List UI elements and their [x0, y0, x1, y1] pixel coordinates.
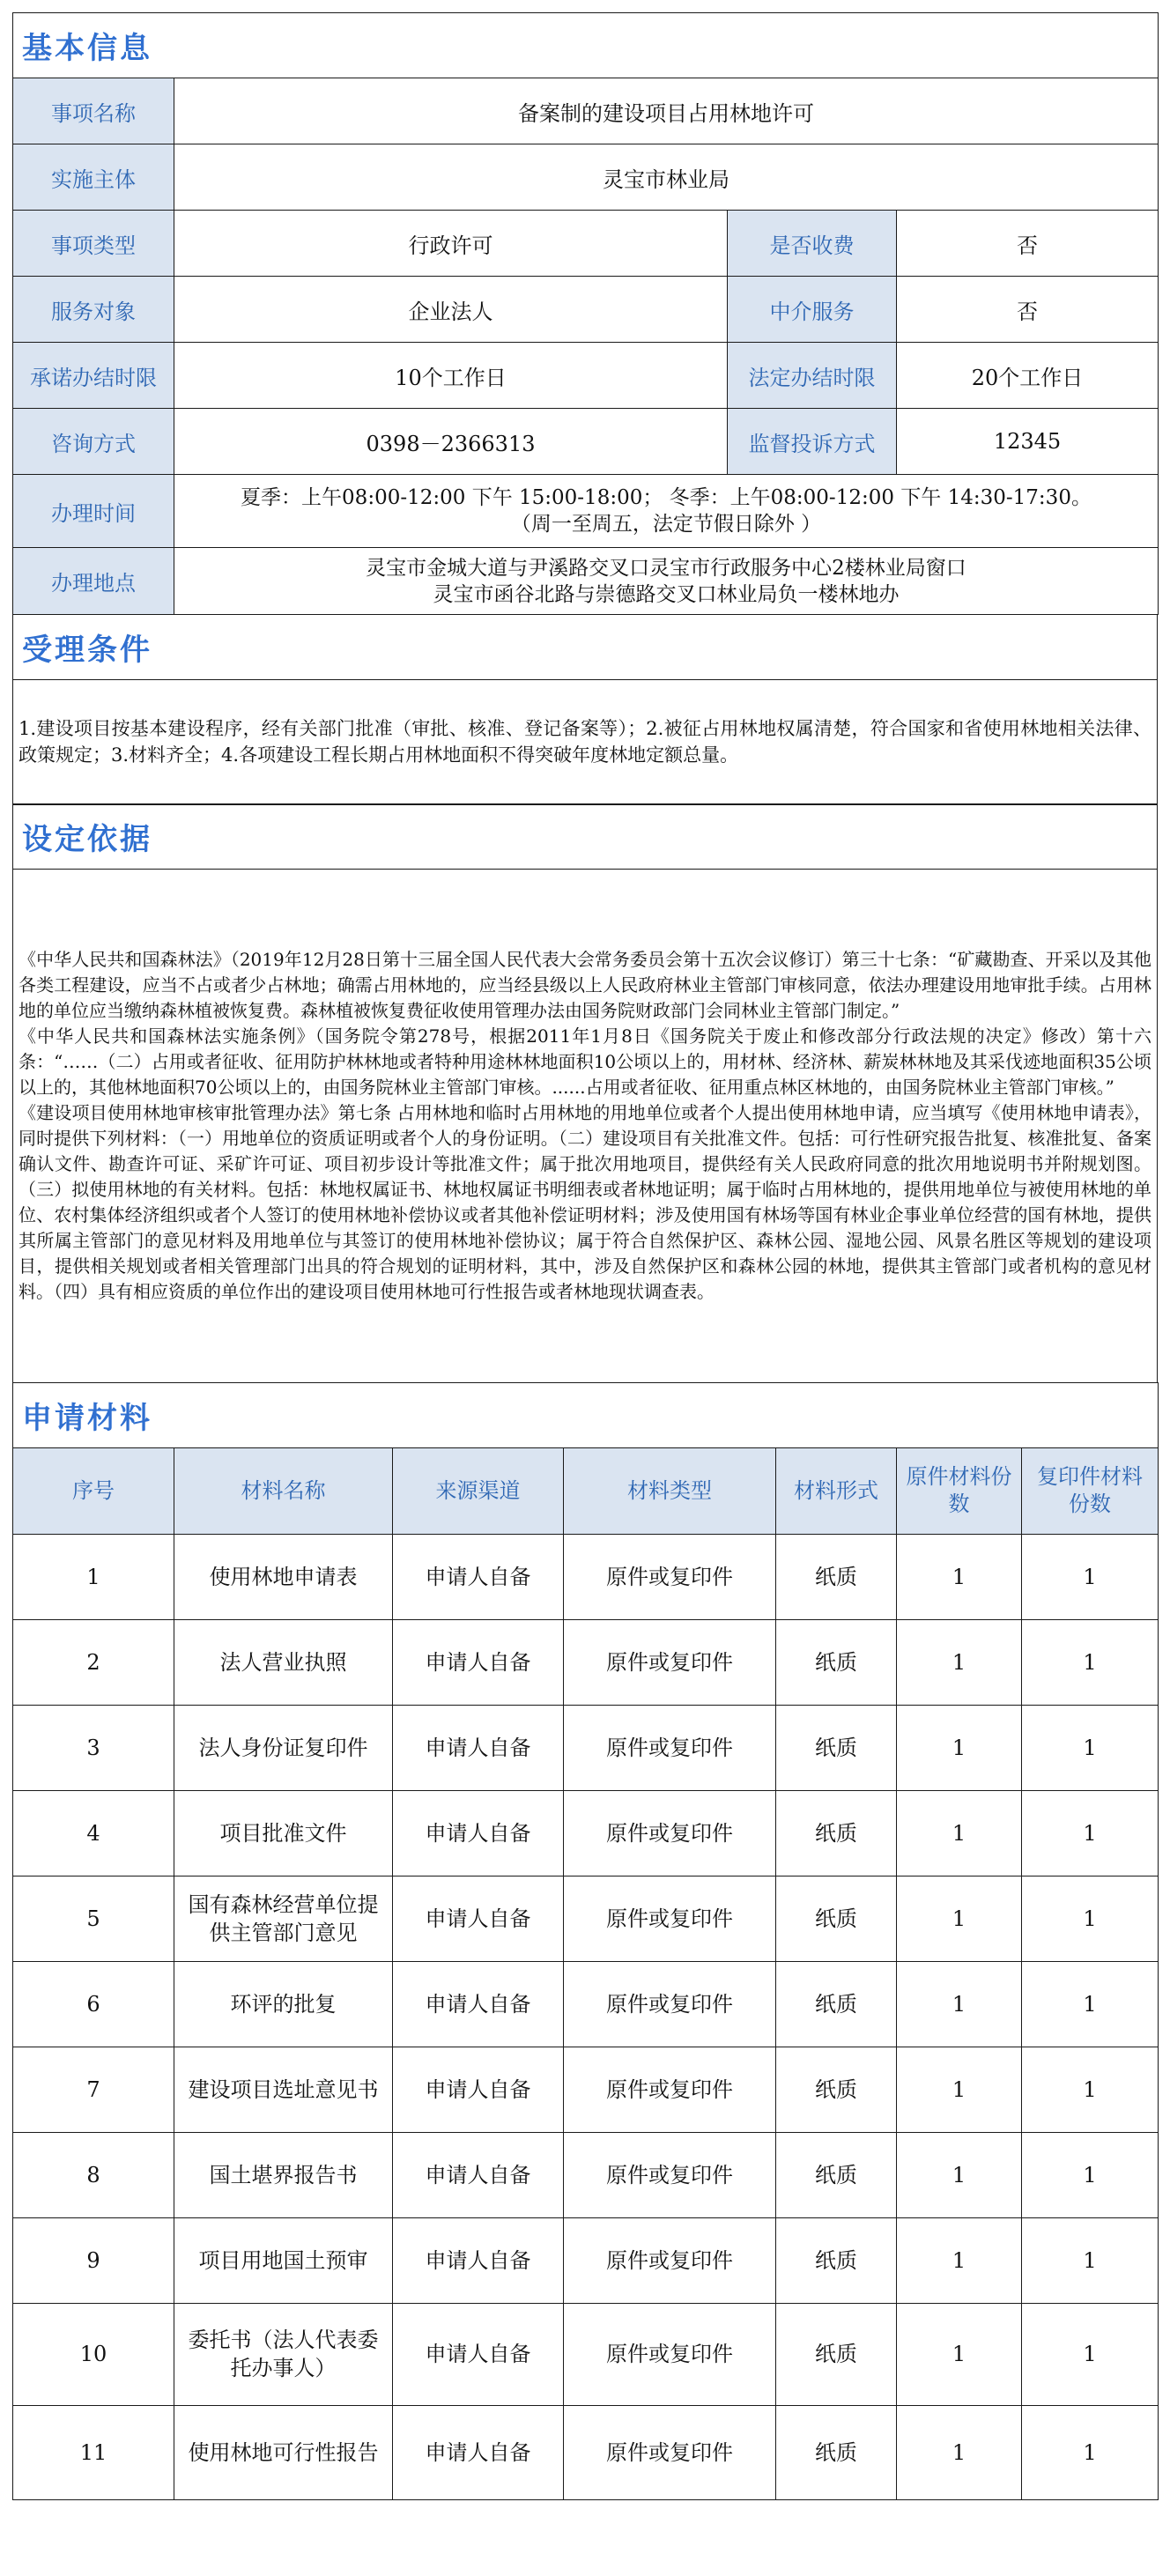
header-material-type: 材料类型 [564, 1447, 776, 1534]
row-original-count: 1 [897, 2217, 1022, 2303]
conditions-title: 受理条件 [13, 614, 1158, 679]
row-material-form: 纸质 [776, 1705, 897, 1790]
subject-value: 灵宝市林业局 [174, 144, 1159, 211]
row-material-type: 原件或复印件 [564, 2047, 776, 2132]
header-material-form: 材料形式 [776, 1447, 897, 1534]
service-target-label: 服务对象 [13, 277, 174, 343]
table-row [13, 1961, 1159, 2047]
row-index: 10 [13, 2303, 174, 2405]
row-material-name: 使用林地申请表 [174, 1534, 393, 1619]
row-copy-count: 1 [1022, 2217, 1159, 2303]
row-index: 6 [13, 1961, 174, 2047]
conditions-table [12, 614, 1158, 805]
row-copy-count: 1 [1022, 2303, 1159, 2405]
table-row [13, 1790, 1159, 1876]
row-copy-count: 1 [1022, 2405, 1159, 2499]
header-copy-count: 复印件材料份数 [1022, 1447, 1159, 1534]
row-index: 1 [13, 1534, 174, 1619]
row-material-form: 纸质 [776, 1534, 897, 1619]
office-hours-label: 办理时间 [13, 475, 174, 548]
agency-service-value: 否 [897, 277, 1159, 343]
row-material-name: 建设项目选址意见书 [174, 2047, 393, 2132]
row-index: 5 [13, 1876, 174, 1961]
row-material-name: 法人营业执照 [174, 1619, 393, 1705]
row-index: 7 [13, 2047, 174, 2132]
row-material-name: 项目批准文件 [174, 1790, 393, 1876]
conditions-text [13, 679, 1158, 804]
row-material-name: 法人身份证复印件 [174, 1705, 393, 1790]
row-material-type: 原件或复印件 [564, 1705, 776, 1790]
row-copy-count: 1 [1022, 1876, 1159, 1961]
row-material-form: 纸质 [776, 2405, 897, 2499]
row-source: 申请人自备 [393, 2132, 564, 2217]
consult-label: 咨询方式 [13, 409, 174, 475]
table-row [13, 2303, 1159, 2405]
row-source: 申请人自备 [393, 1705, 564, 1790]
row-original-count: 1 [897, 1619, 1022, 1705]
materials-title: 申请材料 [13, 1382, 1159, 1447]
row-copy-count: 1 [1022, 1619, 1159, 1705]
row-material-form: 纸质 [776, 2047, 897, 2132]
basic-info-title: 基本信息 [13, 13, 1159, 78]
basis-forest-regulation: 《中华人民共和国森林法实施条例》（国务院令第278号，根据2011年1月8日《国务院关于废止和修改部分行政法规的决定》修改）第十六条：“……（二）占用或者征收、征用防护林林地或者特种用途林林地面积10公顷以上的，用材林、经济林、薪炭林林地及其采伐迹地面积35公顷以上的，其他林地面积70公顷以上的，由国务院林业主管部门审核。......占用或者征收、征用重点林区林地的，由国务院林业主管部门审核。” [19, 1025, 1151, 1098]
row-copy-count: 1 [1022, 1961, 1159, 2047]
row-material-name: 国土堪界报告书 [174, 2132, 393, 2217]
row-source: 申请人自备 [393, 1619, 564, 1705]
row-copy-count: 1 [1022, 1534, 1159, 1619]
row-source: 申请人自备 [393, 2217, 564, 2303]
basis-table [12, 803, 1158, 1383]
row-index: 9 [13, 2217, 174, 2303]
service-guide-page [12, 12, 1158, 2500]
row-material-type: 原件或复印件 [564, 1534, 776, 1619]
complaint-phone: 12345 [897, 409, 1159, 475]
row-material-name: 国有森林经营单位提供主管部门意见 [174, 1876, 393, 1961]
subject-label: 实施主体 [13, 144, 174, 211]
row-copy-count: 1 [1022, 2132, 1159, 2217]
row-material-form: 纸质 [776, 1619, 897, 1705]
row-material-name: 环评的批复 [174, 1961, 393, 2047]
row-original-count: 1 [897, 2132, 1022, 2217]
location-value [174, 548, 1159, 615]
header-source: 来源渠道 [393, 1447, 564, 1534]
row-original-count: 1 [897, 1705, 1022, 1790]
header-material-name: 材料名称 [174, 1447, 393, 1534]
row-material-form: 纸质 [776, 1961, 897, 2047]
office-hours-value [174, 475, 1159, 548]
row-material-form: 纸质 [776, 2132, 897, 2217]
fee-label: 是否收费 [728, 211, 897, 277]
location-line2: 灵宝市函谷北路与崇德路交叉口林业局负一楼林地办 [433, 582, 900, 606]
header-index: 序号 [13, 1447, 174, 1534]
table-row [13, 2405, 1159, 2499]
legal-time-label: 法定办结时限 [728, 343, 897, 409]
basis-text [13, 870, 1158, 1383]
agency-service-label: 中介服务 [728, 277, 897, 343]
row-original-count: 1 [897, 1961, 1022, 2047]
row-material-name: 委托书（法人代表委托办事人） [174, 2303, 393, 2405]
row-material-type: 原件或复印件 [564, 1619, 776, 1705]
conditions-paragraph: 1.建设项目按基本建设程序，经有关部门批准（审批、核准、登记备案等）；2.被征占用林地权属清楚，符合国家和省使用林地相关法律、政策规定；3.材料齐全；4.各项建设工程长期占用林地面积不得突破年度林地定额总量。 [19, 718, 1151, 766]
row-copy-count: 1 [1022, 1705, 1159, 1790]
table-row [13, 2217, 1159, 2303]
row-original-count: 1 [897, 1790, 1022, 1876]
header-original-count: 原件材料份数 [897, 1447, 1022, 1534]
promise-time-label: 承诺办结时限 [13, 343, 174, 409]
consult-phone: 0398－2366313 [174, 409, 728, 475]
basis-forest-law: 《中华人民共和国森林法》（2019年12月28日第十三届全国人民代表大会常务委员会第十五次会议修订）第三十七条：“矿藏勘查、开采以及其他各类工程建设，应当不占或者少占林地；确需占用林地的，应当经县级以上人民政府林业主管部门审核同意，依法办理建设用地审批手续。占用林地的单位应当缴纳森林植被恢复费。森林植被恢复费征收使用管理办法由国务院财政部门会同林业主管部门制定。” [19, 949, 1151, 1021]
row-source: 申请人自备 [393, 2047, 564, 2132]
item-type-label: 事项类型 [13, 211, 174, 277]
legal-time-value: 20个工作日 [897, 343, 1159, 409]
row-original-count: 1 [897, 1876, 1022, 1961]
row-source: 申请人自备 [393, 2405, 564, 2499]
row-index: 3 [13, 1705, 174, 1790]
row-material-name: 使用林地可行性报告 [174, 2405, 393, 2499]
office-hours-line2: （周一至周五，法定节假日除外 ） [510, 513, 822, 536]
table-row [13, 1705, 1159, 1790]
row-copy-count: 1 [1022, 1790, 1159, 1876]
row-source: 申请人自备 [393, 2303, 564, 2405]
complaint-label: 监督投诉方式 [728, 409, 897, 475]
row-material-form: 纸质 [776, 1790, 897, 1876]
row-original-count: 1 [897, 2303, 1022, 2405]
row-material-type: 原件或复印件 [564, 2217, 776, 2303]
table-row [13, 2047, 1159, 2132]
row-material-type: 原件或复印件 [564, 1790, 776, 1876]
table-row [13, 1876, 1159, 1961]
basic-info-table [12, 12, 1159, 615]
office-hours-line1: 夏季：上午08:00-12:00 下午 15:00-18:00； 冬季：上午08:00-12:00 下午 14:30-17:30。 [241, 486, 1092, 509]
service-target-value: 企业法人 [174, 277, 728, 343]
row-original-count: 1 [897, 1534, 1022, 1619]
fee-value: 否 [897, 211, 1159, 277]
row-material-type: 原件或复印件 [564, 2405, 776, 2499]
row-material-type: 原件或复印件 [564, 2303, 776, 2405]
location-label: 办理地点 [13, 548, 174, 615]
row-material-type: 原件或复印件 [564, 1961, 776, 2047]
row-source: 申请人自备 [393, 1790, 564, 1876]
promise-time-value: 10个工作日 [174, 343, 728, 409]
location-line1: 灵宝市金城大道与尹溪路交叉口灵宝市行政服务中心2楼林业局窗口 [366, 556, 966, 580]
table-row [13, 2132, 1159, 2217]
basis-title: 设定依据 [13, 804, 1158, 870]
materials-table [12, 1382, 1159, 2500]
row-material-type: 原件或复印件 [564, 1876, 776, 1961]
row-material-form: 纸质 [776, 2303, 897, 2405]
basis-forest-land-measures: 《建设项目使用林地审核审批管理办法》第七条 占用林地和临时占用林地的用地单位或者个人提出使用林地申请，应当填写《使用林地申请表》，同时提供下列材料：（一）用地单位的资质证明或者个人的身份证明。（二）建设项目有关批准文件。包括：可行性研究报告批复、核准批复、备案确认文件、勘查许可证、采矿许可证、项目初步设计等批准文件；属于批次用地项目，提供经有关人民政府同意的批次用地说明书并附规划图。（三）拟使用林地的有关材料。包括：林地权属证书、林地权属证书明细表或者林地证明；属于临时占用林地的，提供用地单位与被使用林地的单位、农村集体经济组织或者个人签订的使用林地补偿协议或者其他补偿证明材料；涉及使用国有林场等国有林业企事业单位经营的国有林地，提供其所属主管部门的意见材料及用地单位与其签订的使用林地补偿协议；属于符合自然保护区、森林公园、湿地公园、风景名胜区等规划的建设项目，提供相关规划或者相关管理部门出具的符合规划的证明材料，其中，涉及自然保护区和森林公园的林地，提供其主管部门或者机构的意见材料。（四）具有相应资质的单位作出的建设项目使用林地可行性报告或者林地现状调查表。 [19, 1102, 1151, 1302]
row-index: 2 [13, 1619, 174, 1705]
row-copy-count: 1 [1022, 2047, 1159, 2132]
row-material-form: 纸质 [776, 2217, 897, 2303]
row-material-name: 项目用地国土预审 [174, 2217, 393, 2303]
item-type-value: 行政许可 [174, 211, 728, 277]
item-name-value: 备案制的建设项目占用林地许可 [174, 78, 1159, 144]
row-index: 8 [13, 2132, 174, 2217]
row-original-count: 1 [897, 2047, 1022, 2132]
row-source: 申请人自备 [393, 1961, 564, 2047]
table-row [13, 1619, 1159, 1705]
row-original-count: 1 [897, 2405, 1022, 2499]
row-material-form: 纸质 [776, 1876, 897, 1961]
row-material-type: 原件或复印件 [564, 2132, 776, 2217]
row-source: 申请人自备 [393, 1876, 564, 1961]
row-source: 申请人自备 [393, 1534, 564, 1619]
item-name-label: 事项名称 [13, 78, 174, 144]
row-index: 4 [13, 1790, 174, 1876]
table-row [13, 1534, 1159, 1619]
row-index: 11 [13, 2405, 174, 2499]
